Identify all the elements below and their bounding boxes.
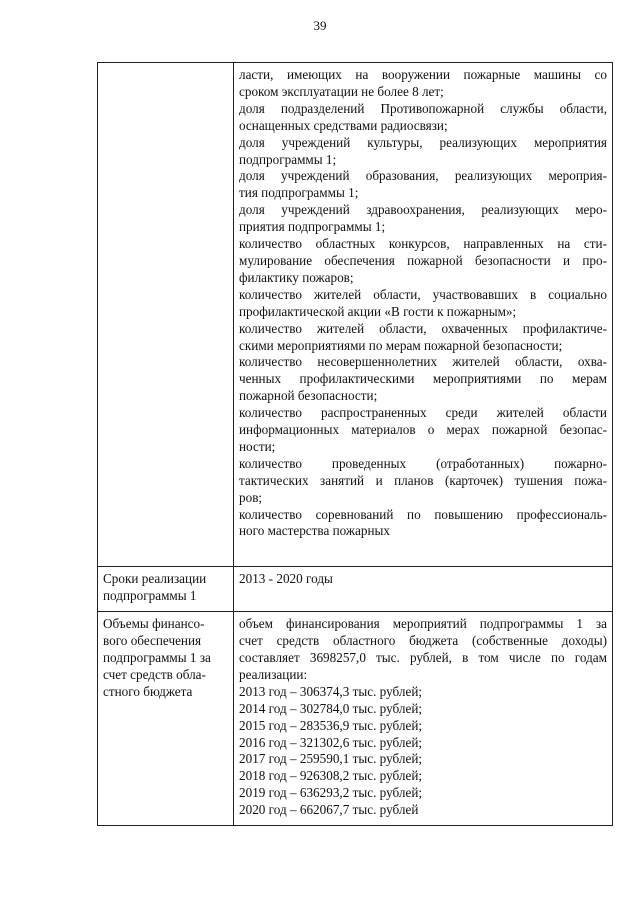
row-label-line: стного бюджета [103,683,193,699]
text-line: объем финансирования мероприятий подпрограммы 1 за [239,616,607,632]
text-line: оснащенных средствами радиосвязи; [239,117,448,133]
right-cell-timeline [234,567,613,612]
text-line: тактических занятий и планов (карточек) тушения пожа- [239,472,607,488]
row-label-line: вого обеспечения [103,633,202,649]
funding-year-line: 2017 год – 259590,1 тыс. рублей; [239,751,423,767]
text-line: ченных профилактическими мероприятиями по мерам [239,371,607,387]
text-line: количество соревнований по повышению профессиональ- [239,506,607,522]
text-line: доля учреждений образования, реализующих мероприя- [239,168,607,184]
row-label-line: Объемы финансо- [103,616,205,632]
text-line: ласти, имеющих на вооружении пожарные машины со [239,67,607,82]
funding-year-line: 2020 год – 662067,7 тыс. рублей [239,802,419,818]
text-line: доля учреждений здравоохранения, реализующих меро- [239,202,607,218]
text-line: количество областных конкурсов, направленных на сти- [239,236,607,252]
text-line: доля учреждений культуры, реализующих мероприятия [239,134,607,150]
funding-year-line: 2013 год – 306374,3 тыс. рублей; [239,683,423,699]
row-label-line: подпрограммы 1 за [103,650,211,665]
row-label-line: Сроки реализации [103,571,207,587]
left-cell-timeline [98,567,234,612]
row-label-line: подпрограммы 1 [103,588,197,604]
text-line: составляет 3698257,0 тыс. рублей, в том числе по годам [239,650,607,665]
text-line: количество жителей области, охваченных профилактиче- [239,320,607,336]
left-cell-indicators [98,63,234,567]
funding-year-line: 2015 год – 283536,9 тыс. рублей; [239,717,423,733]
funding-year-line: 2016 год – 321302,6 тыс. рублей; [239,734,423,750]
text-line: ного мастерства пожарных [239,523,391,539]
text-line: счет средств областного бюджета (собственные доходы) [239,633,607,649]
text-line: реализации: [239,666,308,682]
text-line: скими мероприятиями по мерам пожарной безопасности; [239,337,563,353]
text-line: пожарной безопасности; [239,388,378,404]
text-line: количество несовершеннолетних жителей области, охва- [239,354,607,370]
text-line: количество жителей области, участвовавших в социально [239,286,607,302]
text-line: приятия подпрограммы 1; [239,219,386,235]
text-line: профилактической акции «В гости к пожарным»; [239,303,517,319]
funding-year-line: 2019 год – 636293,2 тыс. рублей; [239,785,423,801]
text-line: тия подпрограммы 1; [239,185,359,201]
text-line: сроком эксплуатации не более 8 лет; [239,83,444,99]
table-row-funding [98,612,613,826]
page-number: 39 [313,18,327,33]
right-cell-funding [234,612,613,826]
row-label-line: счет средств обла- [103,666,206,682]
funding-year-line: 2014 год – 302784,0 тыс. рублей; [239,700,423,716]
text-line: количество распространенных среди жителей области [239,405,607,421]
text-line: филактику пожаров; [239,269,354,285]
right-cell-indicators [234,63,613,567]
text-line: 2013 - 2020 годы [239,571,333,587]
left-cell-funding [98,612,234,826]
text-line: доля подразделений Противопожарной службы области, [239,100,607,116]
text-line: подпрограммы 1; [239,151,337,167]
funding-year-line: 2018 год – 926308,2 тыс. рублей; [239,768,423,784]
text-line: мулирование обеспечения пожарной безопасности и про- [239,252,607,268]
table-row-indicators [98,63,613,567]
text-line: ности; [239,438,276,454]
text-line: информационных материалов о мерах пожарной безопас- [239,422,607,438]
table-row-timeline [98,567,613,612]
text-line: количество проведенных (отработанных) пожарно- [239,455,607,471]
cell-spacer [239,540,607,560]
subprogram-table [97,62,613,826]
text-line: ров; [239,489,263,505]
